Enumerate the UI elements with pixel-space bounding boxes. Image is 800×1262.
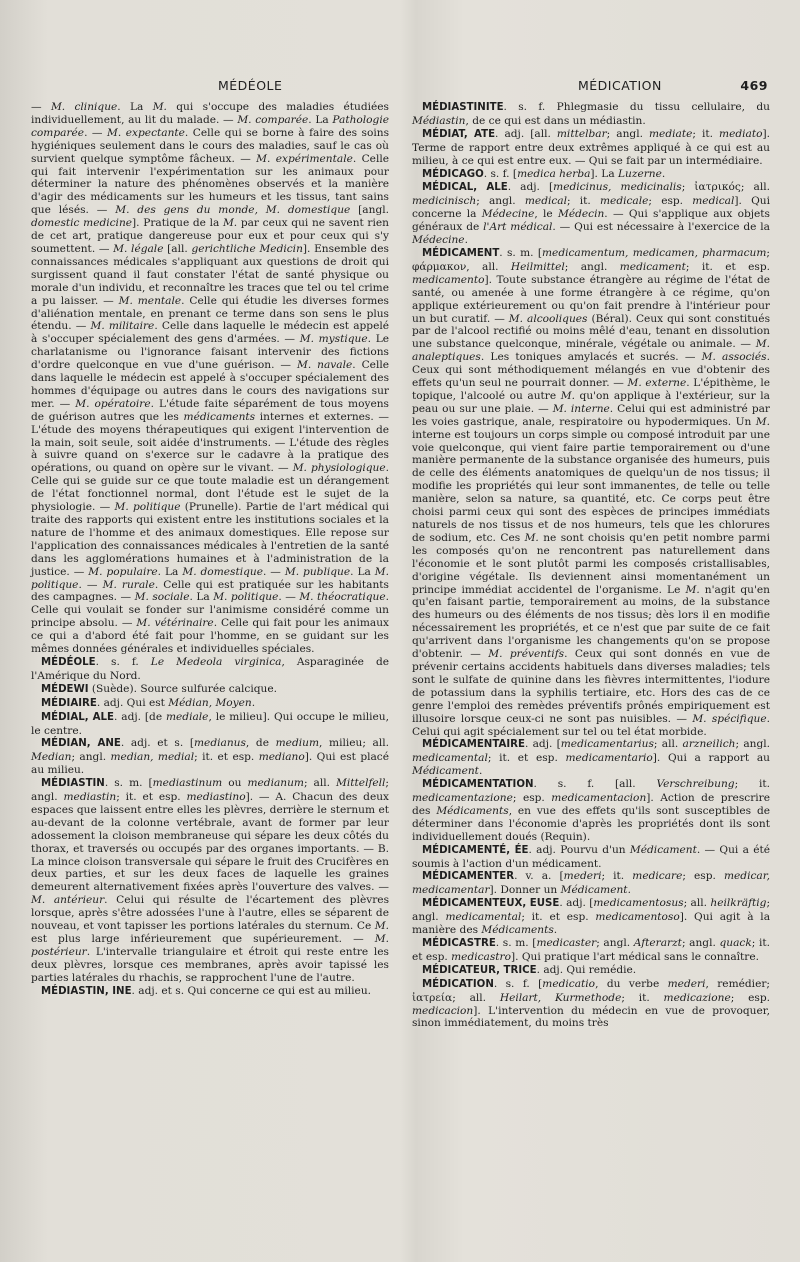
entry-text: , de ce qui est dans un médiastin.: [465, 114, 646, 127]
entry-italic-text: medium: [275, 737, 319, 750]
entry-text: ; angl.: [596, 937, 634, 949]
entry-italic-text: M. rurale: [102, 578, 155, 591]
entry-text: ne sont choisis qu'en petit nombre parmi les composés qu'on ne rencontrent pas naturellement dans l'économie et le sont plutôt parmi les composés cristallisables, d'origine végétale. Ils deviennent ainsi momentanément un principe immédiat accidentel de l'organisme. Le: [412, 531, 770, 596]
entry-italic-text: M. mentale: [118, 294, 182, 307]
entry-text: (Suède). Source sulfurée calcique.: [88, 682, 277, 695]
dictionary-entry: [412, 738, 770, 778]
entry-text: . adj. [de: [114, 710, 166, 723]
dictionary-entry: [412, 168, 770, 182]
entry-text: . L'intervalle triangulaire et étroit qui reste entre les deux plèvres, lorsque ces membranes, après avoir tapissé les parties latérales du rhachis, se rapprochent l'une de l'autre.: [31, 945, 389, 984]
entry-italic-text: median, medial: [110, 751, 195, 764]
dictionary-entry: [31, 101, 389, 656]
entry-text: . s. m. [: [499, 246, 542, 259]
entry-italic-text: medicamento: [412, 273, 485, 286]
entry-italic-text: M.: [524, 531, 539, 544]
entry-text: . Celle qui fait pour les animaux ce qui a d'abord été fait pour l'homme, en se guidant sur les mêmes données générales et individuelles spéciales.: [31, 617, 389, 656]
entry-text: ]. Qui concerne la: [412, 195, 770, 221]
entry-text: ; φάρμακον, all.: [412, 246, 770, 273]
entry-text: qui s'occupe des maladies étudiées individuellement, au lit du malade. —: [31, 101, 389, 126]
entry-text: .: [627, 884, 631, 897]
entry-italic-text: M. clinique: [50, 101, 118, 113]
entry-text: . La: [350, 565, 375, 578]
entry-text: , en vue des effets qu'ils sont susceptibles de déterminer dans l'économie d'après les propriétés dont ils sont individuellement doués (Requin).: [412, 804, 770, 843]
entry-italic-text: M. expectante: [107, 126, 185, 139]
entry-italic-text: medicament: [619, 260, 686, 273]
entry-text: . Celle qui se borne à faire des soins hygiéniques seulement dans le cours des maladies, sauf le cas où survient quelque symptôme fâcheux. —: [31, 126, 390, 165]
entry-italic-text: M.: [755, 415, 770, 428]
entry-text: . Celle qui étudie les diverses formes d'aliénation mentale, en prenant ce terme dans son sens le plus étendu. —: [31, 294, 389, 333]
entry-headword: MÉDIAN, ANE: [41, 738, 121, 750]
entry-text: ; it. et esp.: [116, 791, 187, 804]
entry-italic-text: M. militaire: [90, 320, 155, 333]
entry-text: ]. Toute substance étrangère au régime de l'état de santé, ou amenée à une forme étrangère à ce régime, qu'on applique extérieurement ou qu'on fait prendre à l'intérieur pour un but curatif. —: [412, 273, 770, 325]
entry-text: . —: [84, 126, 108, 139]
entry-headword: MÉDEWI: [41, 683, 89, 695]
entry-italic-text: M. antérieur: [31, 894, 105, 907]
entry-italic-text: M. légale: [113, 242, 164, 255]
entry-text: , remédier; ἰατρεία; all.: [412, 977, 770, 1004]
entry-italic-text: Mittelfell: [336, 777, 386, 790]
entry-headword: MÉDICASTRE: [422, 938, 496, 949]
entry-headword: MÉDIASTIN: [41, 778, 105, 790]
entry-italic-text: domestic medicine: [31, 217, 133, 230]
entry-text: . Celle qui se guide sur ce que toute maladie est un dérangement de l'état fonctionnel normal, dont l'étude est le sujet de la physiologie. —: [31, 462, 389, 514]
entry-italic-text: M. associés: [701, 351, 767, 364]
entry-italic-text: Le Medeola virginica: [150, 655, 282, 668]
entry-text: ; all.: [303, 777, 337, 790]
entry-italic-text: M. physiologique: [292, 462, 386, 475]
entry-italic-text: M. comparée: [237, 113, 309, 126]
entry-text: . Ceux qui sont donnés en vue de prévenir certains accidents habituels dans diverses maladies; tels sont le sulfate de quinine dans les fièvres intermittentes, l'iodure de potassium dans la syphilis tertiaire, etc. Hors des cas de ce genre l'emploi des remèdes préventifs prônés empiriquement est illusoire lorsque ceux-ci ne sont pas nuisibles. —: [412, 648, 771, 725]
entry-text: . Celle dans laquelle le médecin est appelé à s'occuper spécialement des hommes d'équipage ou autres dans le cours des navigations sur mer. —: [31, 359, 390, 410]
entry-italic-text: medicamentoso: [595, 911, 680, 924]
entry-italic-text: medicare: [632, 870, 683, 883]
dictionary-entry: [31, 683, 389, 697]
entry-text: ; ἰατρικός; all.: [681, 181, 770, 194]
entry-italic-text: Médicament: [560, 884, 628, 897]
entry-italic-text: M.: [560, 389, 575, 402]
entry-italic-text: M. politique: [213, 591, 279, 604]
dictionary-entry: [412, 870, 770, 897]
entry-headword: MÉDICAMENTAIRE: [422, 739, 525, 751]
entry-italic-text: heilkräftig: [710, 897, 767, 910]
entry-italic-text: mederi: [563, 870, 602, 883]
entry-text: . adj. [all.: [495, 127, 557, 140]
entry-italic-text: medical: [524, 195, 568, 208]
entry-italic-text: mediale: [165, 710, 209, 723]
entry-headword: MÉDICAMENTER: [422, 871, 515, 883]
entry-italic-text: medianus: [194, 737, 246, 750]
entry-text: , milieu; all.: [319, 737, 389, 750]
entry-text: .: [464, 234, 468, 247]
entry-text: ]. — A. Chacun des deux espaces que laissent entre elles les plèvres, derrière le sternum et au-devant de la colonne vertébrale, avant de former par leur adossement la cloison membraneuse qui sépare les deux côtés du thorax, et traversés ou occupés par des organes importants. — B. La mince cloison transversale qui sépare le fruit des Crucifères en deux parties, et sur les deux faces de laquelle les graines demeurent alternativement fixées après l'ouverture des valves. —: [31, 791, 390, 894]
entry-text: .: [553, 924, 558, 937]
dictionary-entry: [412, 101, 770, 128]
entry-italic-text: M. préventifs: [488, 648, 565, 661]
dictionary-entry: [412, 128, 770, 168]
entry-text: . La: [308, 113, 333, 126]
entry-text: —: [31, 101, 51, 113]
entry-text: .: [661, 167, 666, 180]
entry-text: . adj. [: [507, 181, 554, 194]
entry-text: . adj. Qui est: [96, 696, 169, 709]
entry-text: , le milieu]. Qui occupe le milieu, le centre.: [31, 710, 389, 737]
entry-text: ; esp.: [682, 870, 724, 883]
entry-italic-text: M.: [152, 101, 167, 113]
entry-text: ]. Action de prescrire des: [412, 792, 770, 817]
entry-text: . s. f. [: [483, 167, 518, 180]
entry-italic-text: Médiastin: [412, 114, 466, 127]
entry-italic-text: M. théocratique: [299, 591, 386, 604]
entry-text: ; it. et esp.: [487, 752, 566, 765]
entry-headword: MÉDIAIRE: [41, 697, 97, 709]
dictionary-entry: [412, 181, 770, 247]
entry-italic-text: Médicaments: [481, 924, 554, 937]
entry-text: ; angl.: [564, 260, 620, 273]
entry-italic-text: mediate: [649, 127, 693, 140]
entry-italic-text: Heilart, Kurmethode: [499, 991, 622, 1004]
entry-text: ; it. et esp.: [412, 937, 770, 963]
entry-italic-text: M. politique: [31, 565, 389, 591]
entry-italic-text: medicinisch: [412, 195, 477, 208]
dictionary-entry: [412, 897, 770, 937]
entry-text: . s. f. [all.: [533, 778, 657, 791]
entry-text: . — Qui a été soumis à l'action d'un médicament.: [412, 843, 770, 870]
entry-italic-text: mittelbar: [556, 127, 607, 140]
entry-italic-text: arzneilich: [682, 738, 736, 751]
entry-text: . Celle qui est pratiquée sur les habitants des campagnes. —: [31, 578, 389, 604]
entry-italic-text: medicamentosus: [593, 897, 684, 910]
entry-italic-text: médicaments: [183, 410, 256, 423]
dictionary-entry: [31, 777, 389, 985]
entry-text: . adj. et s. Qui concerne ce qui est au milieu.: [131, 984, 372, 997]
entry-italic-text: medicamentarius: [560, 738, 654, 751]
entry-text: (Béral). Ceux qui sont constitués par de l'alcool rectifié ou moins mêlé d'eau, tenant en dissolution une substance quelconque, minérale, végétale ou animale. —: [412, 312, 771, 351]
entry-italic-text: Médicament: [412, 765, 479, 778]
entry-text: . v. a. [: [514, 870, 564, 883]
header-right-word: MÉDICATION: [578, 78, 662, 93]
entry-headword: MÉDIAT, ATE: [422, 128, 496, 140]
entry-text: ; angl.: [412, 897, 771, 924]
entry-text: ; angl.: [735, 738, 770, 751]
entry-text: ou: [222, 777, 248, 790]
entry-text: , de: [245, 737, 276, 750]
entry-italic-text: Médecin: [557, 208, 605, 221]
entry-italic-text: Médicaments: [436, 804, 509, 817]
entry-text: par ceux qui ne savent rien de cet art, pratique dangereuse pour eux et pour ceux qui s'y soumettent. —: [31, 217, 389, 255]
entry-text: . La: [189, 591, 214, 604]
entry-text: ; it. et esp.: [521, 911, 596, 924]
entry-italic-text: M. des gens du monde, M. domestique: [115, 204, 351, 217]
entry-italic-text: mederi: [667, 977, 706, 990]
entry-italic-text: M. sociale: [134, 591, 190, 604]
entry-text: ; angl.: [681, 937, 720, 949]
entry-text: ]. Donner un: [489, 884, 561, 897]
entry-text: . La: [117, 101, 153, 113]
entry-text: ; esp.: [648, 195, 693, 208]
entry-italic-text: M. publique: [284, 565, 351, 578]
dictionary-entry: [412, 247, 770, 738]
entry-headword: MÉDIASTINITE: [422, 102, 504, 113]
entry-headword: MÉDICAMENTATION: [422, 779, 534, 791]
entry-italic-text: medicamentazione: [412, 792, 513, 805]
dictionary-entry: [412, 964, 770, 978]
entry-text: qu'on applique à l'extérieur, sur la peau ou sur une plaie. —: [412, 389, 770, 415]
page-number: 469: [740, 78, 768, 93]
dictionary-entry: [31, 697, 389, 711]
entry-italic-text: mediastinum: [152, 777, 223, 790]
entry-italic-text: M.: [222, 217, 238, 230]
entry-text: ]. Terme de rapport entre deux extrêmes appliqué à ce qui est au milieu, à ce qui est entre eux. — Qui se fait par un intermédiaire.: [412, 127, 770, 167]
entry-headword: MÉDICAGO: [422, 168, 484, 180]
entry-text: n'agit qu'en qu'en faisant partie, temporairement au moins, de la substance des humeurs ou des éléments de nos tissus; dès lors il en modifie nécessairement les propriétés, et ce n'est que par suite de ce fait qu'arrivent dans l'organisme les changements qu'on se propose d'obtenir. —: [412, 583, 770, 661]
entry-headword: MÉDICAMENT: [422, 247, 500, 259]
entry-italic-text: medical: [692, 195, 735, 208]
left-column: [31, 101, 389, 999]
entry-text: , Asparaginée de l'Amérique du Nord.: [31, 655, 390, 682]
entry-text: ; it.: [621, 991, 664, 1004]
entry-text: ]. Qui pratique l'art médical sans le connaître.: [511, 950, 759, 963]
entry-italic-text: medicamentario: [565, 752, 653, 765]
entry-text: . s. m. [: [104, 777, 153, 790]
entry-text: ; angl.: [31, 777, 389, 804]
entry-italic-text: medica herba: [517, 167, 591, 180]
entry-italic-text: M. mystique: [299, 333, 368, 346]
entry-headword: MÉDICAMENTÉ, ÉE: [422, 844, 529, 856]
entry-headword: MÉDIAL, ALE: [41, 711, 114, 723]
dictionary-entry: [412, 978, 770, 1031]
entry-text: . —: [278, 591, 300, 604]
entry-text: . Celui qui est administré par les voies gastrique, anale, respiratoire ou hypodermiques. Un: [412, 402, 770, 428]
entry-italic-text: medicamental: [412, 752, 488, 765]
entry-text: ]. Qui est placé au milieu.: [31, 751, 390, 777]
entry-text: ; angl.: [71, 751, 111, 764]
entry-text: . adj. et s. [: [120, 737, 195, 750]
dictionary-entry: [31, 656, 389, 683]
entry-italic-text: M. opératoire: [75, 397, 151, 410]
entry-text: ; it.: [601, 870, 633, 883]
entry-italic-text: M. interne: [552, 402, 610, 415]
entry-text: .: [251, 696, 256, 709]
entry-italic-text: mediastin: [63, 791, 117, 804]
entry-text: ; all.: [653, 738, 683, 751]
entry-italic-text: Médicament: [629, 843, 697, 856]
entry-text: ; angl.: [606, 127, 650, 140]
entry-text: ]. Qui agit à la manière des: [412, 911, 771, 937]
entry-italic-text: medicamentum, medicamen, pharmacum: [542, 246, 767, 259]
entry-italic-text: l'Art médical: [483, 221, 553, 234]
entry-text: . — Qui s'applique aux objets généraux de: [412, 208, 770, 234]
entry-text: (Prunelle). Partie de l'art médical qui traite des rapports qui existent entre les institutions sociales et la nature de l'homme et des animaux domestiques. Elle repose sur l'application des connaissances médicales à l'entretien de la santé dans les agglomérations humaines et à l'administration de la justice. —: [31, 501, 389, 578]
entry-italic-text: Verschreibung: [656, 778, 735, 791]
right-column: [412, 101, 770, 1030]
entry-italic-text: medicaster: [536, 937, 597, 949]
entry-italic-text: M. alcooliques: [508, 312, 588, 325]
entry-text: . adj. Pourvu d'un: [528, 843, 630, 856]
entry-text: ; angl.: [476, 195, 525, 208]
entry-italic-text: medicinus, medicinalis: [553, 181, 682, 194]
entry-italic-text: M. politique: [114, 501, 181, 514]
entry-text: ; it. et esp.: [194, 751, 259, 764]
entry-italic-text: M. spécifique: [692, 712, 767, 725]
entry-text: . adj. [: [559, 897, 594, 910]
entry-italic-text: Afterarzt: [633, 937, 682, 949]
entry-italic-text: quack: [719, 937, 752, 949]
entry-italic-text: M. postérieur: [31, 933, 389, 958]
dictionary-entry: [412, 778, 770, 844]
entry-text: . Le charlatanisme ou l'ignorance faisant intervenir des fictions d'ordre quelconque en vue d'une guérison. —: [31, 333, 390, 372]
entry-italic-text: medicastro: [451, 950, 511, 963]
entry-text: . Celle dans laquelle le médecin est appelé à s'occuper spécialement des gens d'armées. —: [31, 320, 389, 346]
entry-italic-text: Médian, Moyen: [168, 696, 252, 709]
entry-italic-text: M. expérimentale: [256, 152, 353, 165]
entry-text: . s. f. [: [493, 977, 543, 990]
entry-headword: MÉDICAMENTEUX, EUSE: [422, 898, 560, 910]
entry-italic-text: M. populaire: [88, 565, 158, 578]
entry-text: . Celle qui voulait se fonder sur l'animisme considéré comme un principe absolu. —: [31, 591, 389, 630]
entry-italic-text: M. domestique: [182, 565, 263, 578]
dictionary-entry: [31, 985, 389, 999]
entry-text: ; all.: [683, 897, 711, 910]
entry-italic-text: medicamentacion: [551, 792, 647, 805]
entry-italic-text: medicamental: [445, 911, 522, 924]
entry-text: . L'étude faite séparément de tous moyens de guérison autres que les: [31, 397, 389, 423]
dictionary-entry: [31, 737, 389, 777]
entry-italic-text: mediano: [258, 751, 305, 764]
entry-headword: MÉDIASTIN, INE: [41, 985, 132, 997]
dictionary-entry: [31, 711, 389, 738]
entry-italic-text: Médecine: [412, 234, 465, 247]
entry-italic-text: medicacion: [412, 1004, 474, 1017]
entry-italic-text: M.: [685, 583, 700, 596]
entry-italic-text: Luzerne: [618, 167, 662, 180]
entry-text: . Celui qui résulte de l'écartement des plèvres lorsque, après s'être adossées l'une à l'autre, elles se séparent de nouveau, et vont tapisser les portions latérales du sternum. Ce: [31, 894, 390, 933]
entry-text: ; it.: [734, 778, 770, 791]
entry-text: est plus large inférieurement que supérieurement. —: [31, 933, 375, 945]
entry-italic-text: medicale: [600, 195, 649, 208]
entry-italic-text: Pathologie comparée: [31, 113, 389, 139]
header-left-word: MÉDÉOLE: [218, 78, 283, 93]
entry-headword: MÉDICATION: [422, 978, 494, 990]
entry-italic-text: Median: [31, 751, 72, 764]
entry-text: . Les toniques amylacés et sucrés. —: [480, 351, 702, 364]
entry-italic-text: medianum: [247, 777, 304, 790]
entry-text: . s. f. Phlegmasie du tissu cellulaire, du: [503, 101, 770, 113]
entry-italic-text: medicar, medicamentar: [412, 870, 770, 897]
entry-text: . Ceux qui sont méthodiquement mélangés en vue d'obtenir des effets qu'un seul ne pourrait donner. —: [412, 351, 770, 390]
entry-text: . s. f.: [95, 655, 151, 668]
entry-text: ]. Qui a rapport au: [652, 752, 770, 765]
dictionary-entry: [412, 844, 770, 871]
entry-text: . —: [262, 565, 285, 578]
entry-text: . adj. [: [524, 738, 561, 751]
entry-italic-text: M. externe: [627, 377, 687, 390]
entry-headword: MÉDICATEUR, TRICE: [422, 964, 537, 976]
entry-italic-text: Médecine: [481, 208, 535, 221]
entry-italic-text: M. analeptiques: [412, 338, 770, 364]
entry-text: ; esp.: [512, 792, 552, 805]
entry-text: .: [478, 765, 483, 778]
entry-italic-text: M.: [374, 920, 389, 933]
entry-italic-text: gerichtliche Medicin: [191, 242, 303, 255]
entry-italic-text: Heilmittel: [510, 260, 565, 273]
entry-text: . Celle qui fait intervenir l'expérimentation sur les animaux pour déterminer la nature des phénomènes observés et la manière d'agir des médicaments sur les humeurs et les tissus, tant sains que lésés. —: [31, 152, 389, 217]
entry-text: , du verbe: [595, 977, 668, 990]
entry-italic-text: M. navale: [296, 359, 353, 372]
entry-italic-text: medicatio: [542, 977, 596, 990]
entry-text: ; it.: [567, 195, 601, 208]
entry-text: ; it.: [692, 127, 720, 140]
entry-text: ]. Pratique de la: [132, 217, 223, 230]
entry-text: . Celui qui agit spécialement sur tel ou tel état morbide.: [412, 712, 770, 738]
entry-italic-text: M. vétérinaire: [136, 617, 214, 630]
entry-text: . L'épithème, le topique, l'alcoolé ou autre: [412, 377, 770, 402]
entry-text: . — Qui est nécessaire à l'exercice de la: [552, 221, 770, 234]
entry-text: . —: [78, 578, 103, 591]
entry-text: ]. La: [590, 167, 619, 180]
entry-text: ; esp.: [730, 991, 770, 1004]
entry-headword: MÉDÉOLE: [41, 656, 96, 668]
dictionary-entry: [412, 937, 770, 964]
entry-text: . adj. Qui remédie.: [536, 963, 637, 976]
entry-text: . La: [157, 565, 183, 578]
entry-text: internes et externes. — L'étude des moyens thérapeutiques qui exigent l'intervention de la main, soit seule, soit aidée d'instruments. — L'étude des règles à suivre quand on s'exerce sur le cadavre à la pratique des opérations, ou quand on opère sur le vivant. —: [31, 410, 389, 475]
running-header: [30, 78, 770, 98]
entry-text: ]. L'intervention du médecin en vue de provoquer, sinon immédiatement, du moins très: [412, 1004, 770, 1030]
entry-text: [all.: [163, 242, 192, 255]
entry-italic-text: mediastino: [186, 791, 246, 804]
entry-text: . s. m. [: [495, 937, 537, 949]
entry-italic-text: mediato: [719, 127, 763, 140]
entry-italic-text: medicazione: [663, 991, 731, 1004]
entry-text: ; it. et esp.: [685, 260, 770, 273]
entry-text: , le: [534, 208, 558, 221]
entry-headword: MÉDICAL, ALE: [422, 182, 508, 194]
entry-text: interne est toujours un corps simple ou composé introduit par une voie quelconque, qui vient faire partie temporairement ou d'une manière permanente de la substance organisée des humeurs, puis de celle des éléments anatomiques de quelqu'un de nos tissus; il modifie les propriétés qui leur sont immanentes, de telle ou telle manière, selon sa nature, sa quantité, etc. Ce corps peut être choisi parmi ceux qui sont des espèces de principes immédiats naturels de nos tissus et de nos humeurs, tels que les chlorures de sodium, etc. Ces: [412, 428, 770, 544]
entry-text: [angl.: [350, 204, 389, 217]
entry-text: ]. Ensemble des connaissances médicales s'appliquant aux questions de droit qui surgissent quand il faut constater l'état de santé physique ou morale d'un individu, et reconnaître les traces que tel ou tel crime a pu laisser. —: [31, 242, 389, 307]
